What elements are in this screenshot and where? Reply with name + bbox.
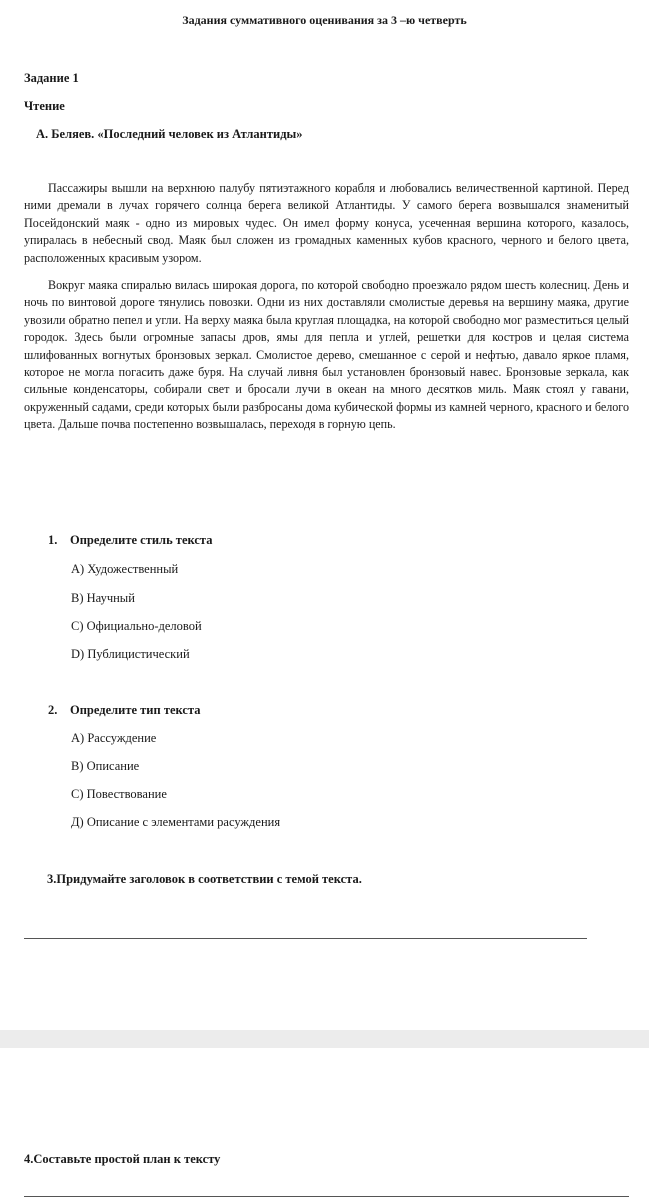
question-1-option-c: C) Официально-деловой (71, 619, 202, 633)
section-label: Чтение (24, 99, 65, 113)
question-1-title (48, 533, 212, 548)
question-2-option-a: A) Рассуждение (71, 731, 157, 745)
page-sheet-2 (0, 1048, 649, 1202)
text-paragraph-1: Пассажиры вышли на верхнюю палубу пятиэтажного корабля и любовались величественной картиной. Перед ними дремали в лучах горячего солнца берега великой Атлантиды. У самого берега возвышался знаменитый Посейдонский маяк - одно из мировых чудес. Он имел форму конуса, усеченная вершина которого, казалось, упиралась в небесный свод. Маяк был сложен из громадных каменных кубов красного, черного и белого цвета, расположенных красивым узором. (24, 181, 629, 265)
text-paragraph-2: Вокруг маяка спиралью вилась широкая дорога, по которой свободно проезжало рядом шесть колесниц. День и ночь по винтовой дороге тянулись повозки. Одни из них доставляли смолистые деревья на вершину маяка, другие увозили обратно пепел и угли. На верху маяка была круглая площадка, на которой свободно мог разместиться целый городок. Здесь были огромные запасы дров, ямы для пепла и углей, решетки для костров и целая система шлифованных вогнутых бронзовых зеркал. Смолистое дерево, смешанное с серой и нефтью, давало яркое пламя, которое не могла погасить даже буря. На случай ливня был установлен бронзовый навес. Бронзовые зеркала, как сильные конденсаторы, собирали свет и бросали лучи в океан на много десятков миль. Маяк стоял у гавани, окруженный садами, среди которых были разбросаны дома кубической формы из камней черного, красного и белого цвета. Дальше почва постепенно возвышалась, переходя в горную цепь. (24, 278, 629, 432)
answer-line (24, 1196, 629, 1197)
question-1-option-b: B) Научный (71, 591, 135, 605)
question-1-number: 1. (48, 533, 58, 547)
question-1-text: Определите стиль текста (70, 533, 213, 547)
question-2-text: Определите тип текста (70, 703, 201, 717)
question-2-option-b: B) Описание (71, 759, 140, 773)
task-label: Задание 1 (24, 71, 79, 85)
question-2-number: 2. (48, 703, 58, 717)
work-title: А. Беляев. «Последний человек из Атлантиды» (36, 127, 303, 141)
document-title: Задания суммативного оценивания за 3 –ю четверть (182, 13, 467, 27)
question-2-option-c: C) Повествование (71, 787, 167, 801)
question-1-option-a: A) Художественный (71, 562, 179, 576)
question-3-title: 3.Придумайте заголовок в соответствии с темой текста. (47, 872, 362, 886)
question-2-title (48, 703, 201, 718)
question-4-title: 4.Составьте простой план к тексту (24, 1152, 221, 1166)
question-1-option-d: D) Публицистический (71, 647, 190, 661)
answer-line (24, 938, 587, 939)
page-gap (0, 1030, 649, 1048)
question-2-option-d: Д) Описание с элементами расуждения (71, 815, 281, 829)
